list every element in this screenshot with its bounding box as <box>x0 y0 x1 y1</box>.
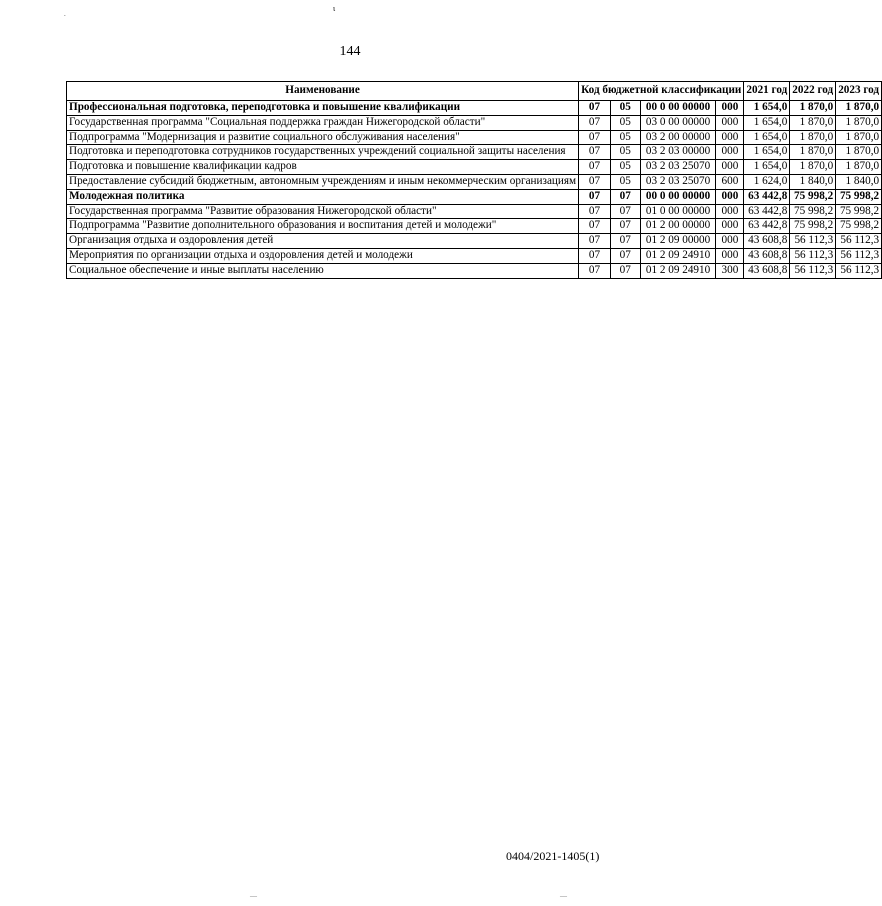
row-value-2021: 1 624,0 <box>744 174 790 189</box>
row-target-code: 00 0 00 00000 <box>640 189 716 204</box>
row-value-2022: 75 998,2 <box>790 189 836 204</box>
table-row <box>67 115 882 130</box>
table-header-row <box>67 82 882 101</box>
row-value-2021: 1 654,0 <box>744 115 790 130</box>
table-row <box>67 263 882 278</box>
row-subsection-code: 07 <box>610 204 640 219</box>
row-value-2022: 1 870,0 <box>790 130 836 145</box>
row-value-2021: 1 654,0 <box>744 101 790 116</box>
scan-edge <box>0 892 640 906</box>
row-name: Государственная программа "Социальная поддержка граждан Нижегородской области" <box>67 115 579 130</box>
scan-mark: ι <box>333 4 336 13</box>
table-row <box>67 234 882 249</box>
row-subsection-code: 07 <box>610 263 640 278</box>
row-value-2021: 43 608,8 <box>744 234 790 249</box>
row-name: Профессиональная подготовка, переподготовка и повышение квалификации <box>67 101 579 116</box>
scan-edge-mark-right: — <box>560 892 567 900</box>
header-code: Код бюджетной классификации <box>579 82 744 101</box>
row-name: Предоставление субсидий бюджетным, автономным учреждениям и иным некоммерческим организациям <box>67 174 579 189</box>
row-subsection-code: 07 <box>610 248 640 263</box>
row-name: Социальное обеспечение и иные выплаты населению <box>67 263 579 278</box>
row-target-code: 03 2 03 00000 <box>640 145 716 160</box>
row-expense-type-code: 000 <box>716 160 744 175</box>
row-target-code: 01 2 09 00000 <box>640 234 716 249</box>
row-value-2023: 1 870,0 <box>836 115 882 130</box>
row-value-2022: 75 998,2 <box>790 204 836 219</box>
header-2021: 2021 год <box>744 82 790 101</box>
row-target-code: 00 0 00 00000 <box>640 101 716 116</box>
row-subsection-code: 05 <box>610 145 640 160</box>
row-value-2023: 1 870,0 <box>836 130 882 145</box>
row-value-2023: 1 840,0 <box>836 174 882 189</box>
table-row <box>67 248 882 263</box>
row-expense-type-code: 600 <box>716 174 744 189</box>
row-section-code: 07 <box>579 130 611 145</box>
budget-table <box>66 81 882 279</box>
row-value-2021: 1 654,0 <box>744 160 790 175</box>
scan-edge-mark-left: — <box>250 892 257 900</box>
row-value-2022: 1 870,0 <box>790 115 836 130</box>
row-section-code: 07 <box>579 115 611 130</box>
row-target-code: 03 2 03 25070 <box>640 160 716 175</box>
row-subsection-code: 05 <box>610 160 640 175</box>
row-value-2023: 75 998,2 <box>836 219 882 234</box>
row-name: Государственная программа "Развитие образования Нижегородской области" <box>67 204 579 219</box>
row-section-code: 07 <box>579 204 611 219</box>
row-target-code: 01 2 00 00000 <box>640 219 716 234</box>
header-name: Наименование <box>67 82 579 101</box>
row-value-2023: 1 870,0 <box>836 160 882 175</box>
row-value-2022: 56 112,3 <box>790 248 836 263</box>
row-value-2021: 1 654,0 <box>744 145 790 160</box>
table-row <box>67 145 882 160</box>
table-row <box>67 189 882 204</box>
table-row <box>67 204 882 219</box>
row-value-2021: 43 608,8 <box>744 263 790 278</box>
row-name: Подпрограмма "Модернизация и развитие социального обслуживания населения" <box>67 130 579 145</box>
header-2022: 2022 год <box>790 82 836 101</box>
row-value-2023: 1 870,0 <box>836 101 882 116</box>
row-section-code: 07 <box>579 263 611 278</box>
table-row <box>67 101 882 116</box>
row-section-code: 07 <box>579 219 611 234</box>
row-expense-type-code: 000 <box>716 145 744 160</box>
row-subsection-code: 07 <box>610 219 640 234</box>
row-value-2022: 1 870,0 <box>790 160 836 175</box>
row-expense-type-code: 300 <box>716 263 744 278</box>
row-subsection-code: 05 <box>610 174 640 189</box>
row-section-code: 07 <box>579 101 611 116</box>
row-target-code: 03 2 03 25070 <box>640 174 716 189</box>
row-section-code: 07 <box>579 145 611 160</box>
row-subsection-code: 05 <box>610 101 640 116</box>
row-target-code: 01 2 09 24910 <box>640 263 716 278</box>
row-value-2023: 56 112,3 <box>836 234 882 249</box>
scan-stub: . <box>64 10 66 18</box>
table-row <box>67 160 882 175</box>
row-value-2021: 63 442,8 <box>744 219 790 234</box>
row-value-2022: 75 998,2 <box>790 219 836 234</box>
row-expense-type-code: 000 <box>716 204 744 219</box>
row-subsection-code: 07 <box>610 234 640 249</box>
row-name: Молодежная политика <box>67 189 579 204</box>
row-value-2021: 43 608,8 <box>744 248 790 263</box>
row-expense-type-code: 000 <box>716 101 744 116</box>
row-value-2023: 1 870,0 <box>836 145 882 160</box>
row-name: Подготовка и переподготовка сотрудников государственных учреждений социальной защиты населения <box>67 145 579 160</box>
row-name: Подготовка и повышение квалификации кадров <box>67 160 579 175</box>
row-name: Мероприятия по организации отдыха и оздоровления детей и молодежи <box>67 248 579 263</box>
row-value-2021: 63 442,8 <box>744 204 790 219</box>
table-row <box>67 219 882 234</box>
row-expense-type-code: 000 <box>716 189 744 204</box>
row-subsection-code: 07 <box>610 189 640 204</box>
row-value-2022: 56 112,3 <box>790 234 836 249</box>
row-target-code: 03 0 00 00000 <box>640 115 716 130</box>
row-value-2021: 63 442,8 <box>744 189 790 204</box>
row-expense-type-code: 000 <box>716 248 744 263</box>
row-value-2022: 1 870,0 <box>790 145 836 160</box>
row-section-code: 07 <box>579 248 611 263</box>
row-target-code: 01 0 00 00000 <box>640 204 716 219</box>
row-value-2023: 75 998,2 <box>836 189 882 204</box>
row-value-2023: 75 998,2 <box>836 204 882 219</box>
row-value-2022: 1 840,0 <box>790 174 836 189</box>
row-value-2022: 56 112,3 <box>790 263 836 278</box>
row-section-code: 07 <box>579 160 611 175</box>
document-code: 0404/2021-1405(1) <box>506 849 600 863</box>
row-name: Подпрограмма "Развитие дополнительного образования и воспитания детей и молодежи" <box>67 219 579 234</box>
table-row <box>67 130 882 145</box>
row-subsection-code: 05 <box>610 130 640 145</box>
row-expense-type-code: 000 <box>716 130 744 145</box>
row-value-2023: 56 112,3 <box>836 263 882 278</box>
row-expense-type-code: 000 <box>716 234 744 249</box>
row-expense-type-code: 000 <box>716 115 744 130</box>
row-value-2022: 1 870,0 <box>790 101 836 116</box>
row-value-2021: 1 654,0 <box>744 130 790 145</box>
row-target-code: 01 2 09 24910 <box>640 248 716 263</box>
row-name: Организация отдыха и оздоровления детей <box>67 234 579 249</box>
page-number: 144 <box>339 44 361 59</box>
row-subsection-code: 05 <box>610 115 640 130</box>
row-section-code: 07 <box>579 174 611 189</box>
header-2023: 2023 год <box>836 82 882 101</box>
row-section-code: 07 <box>579 189 611 204</box>
row-value-2023: 56 112,3 <box>836 248 882 263</box>
table-row <box>67 174 882 189</box>
row-section-code: 07 <box>579 234 611 249</box>
row-expense-type-code: 000 <box>716 219 744 234</box>
row-target-code: 03 2 00 00000 <box>640 130 716 145</box>
